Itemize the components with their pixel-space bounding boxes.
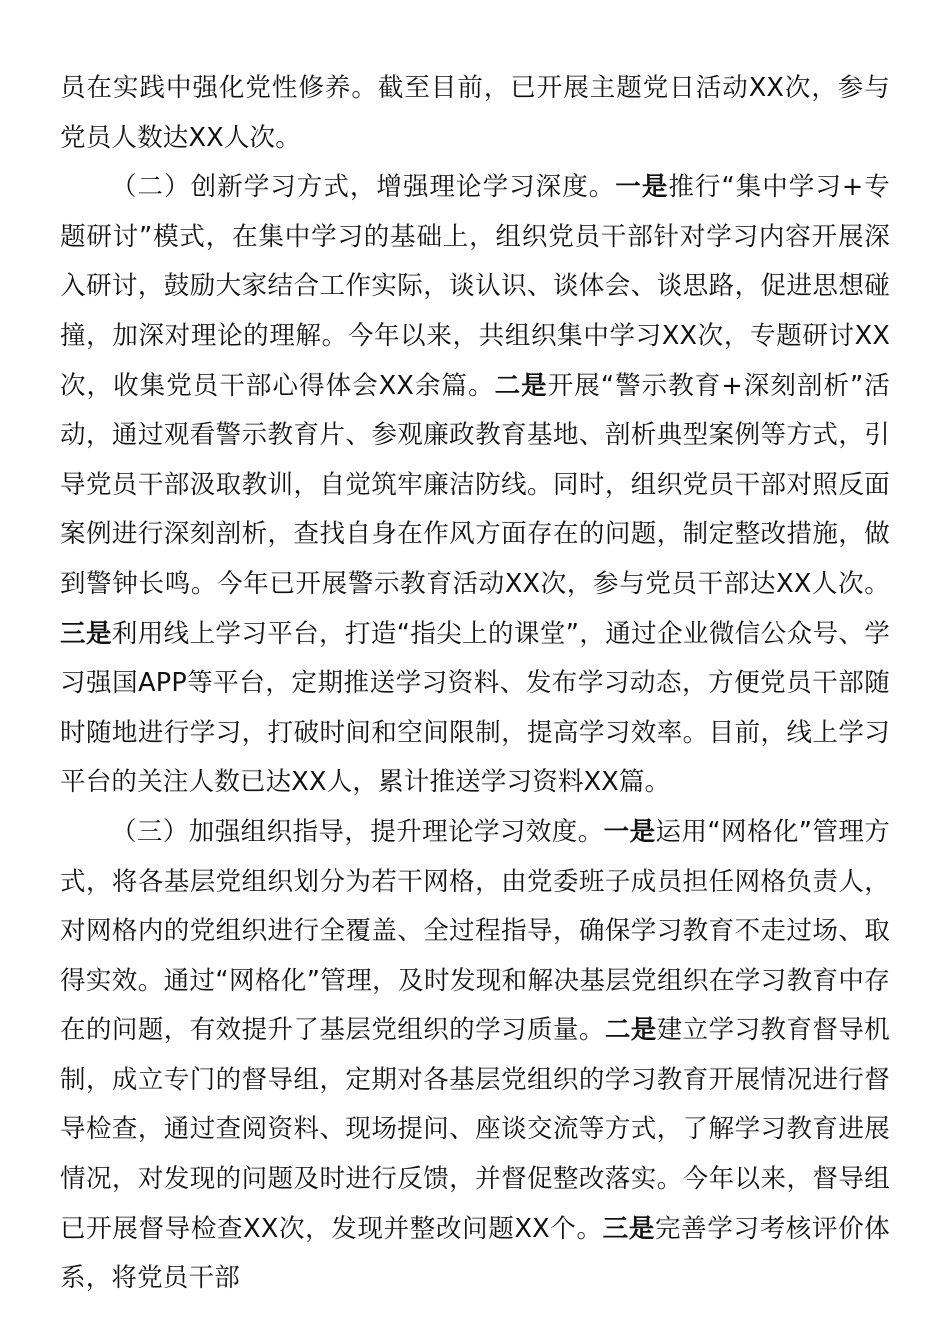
paragraph-text-2: 开展“警示教育+深刻剖析”活动，通过观看警示教育片、参观廉政教育基地、剖析典型案例等方式，引导党员干部汲取教训，自觉筑牢廉洁防线。同时，组织党员干部对照反面案例进行深刻剖析，查找自身在作风方面存在的问题，制定整改措施，做到警钟长鸣。今年已开展警示教育活动XX次，参与党员干部达XX人次。 xyxy=(60,370,891,599)
paragraph-section-2 xyxy=(60,163,890,808)
paragraph-text-3: 完善学习考核评价体系，将党员干部 xyxy=(60,1213,891,1294)
bold-lead-3: 三是 xyxy=(602,1213,655,1244)
paragraph-text-2: 建立学习教育督导机制，成立专门的督导组，定期对各基层党组织的学习教育开展情况进行督导检查，通过查阅资料、现场提问、座谈交流等方式，了解学习教育进展情况，对发现的问题及时进行反馈，并督促整改落实。今年以来，督导组已开展督导检查XX次，发现并整改问题XX个。 xyxy=(60,1015,890,1244)
paragraph-text-1: 运用“网格化”管理方式，将各基层党组织划分为若干网格，由党委班子成员担任网格负责人，对网格内的党组织进行全覆盖、全过程指导，确保学习教育不走过场、取得实效。通过“网格化”管理，及时发现和解决基层党组织在学习教育中存在的问题，有效提升了基层党组织的学习质量。 xyxy=(60,816,890,1046)
paragraph-text-1: 推行“集中学习+专题研讨”模式，在集中学习的基础上，组织党员干部针对学习内容开展深入研讨，鼓励大家结合工作实际，谈认识、谈体会、谈思路，促进思想碰撞，加深对理论的理解。今年以来，共组织集中学习XX次，专题研讨XX次，收集党员干部心得体会XX余篇。 xyxy=(60,172,890,401)
paragraph-text-3: 利用线上学习平台，打造“指尖上的课堂”，通过企业微信公众号、学习强国APP等平台，定期推送学习资料、发布学习动态，方便党员干部随时随地进行学习，打破时间和空间限制，提高学习效率。目前，线上学习平台的关注人数已达XX人，累计推送学习资料XX篇。 xyxy=(60,618,890,798)
bold-lead-3: 三是 xyxy=(60,618,112,649)
bold-lead-2: 二是 xyxy=(494,370,548,401)
bold-lead-1: 一是 xyxy=(603,816,656,847)
paragraph-section-3 xyxy=(60,808,890,1304)
bold-lead-2: 二是 xyxy=(604,1015,657,1046)
paragraph-continuation xyxy=(60,64,890,163)
section-heading: （三）加强组织指导，提升理论学习效度。 xyxy=(111,816,604,847)
section-heading: （二）创新学习方式，增强理论学习深度。 xyxy=(111,172,616,203)
document-page xyxy=(60,64,890,1304)
paragraph-text: 员在实践中强化党性修养。截至目前，已开展主题党日活动XX次，参与党员人数达XX人次。 xyxy=(60,73,890,153)
bold-lead-1: 一是 xyxy=(615,172,669,203)
